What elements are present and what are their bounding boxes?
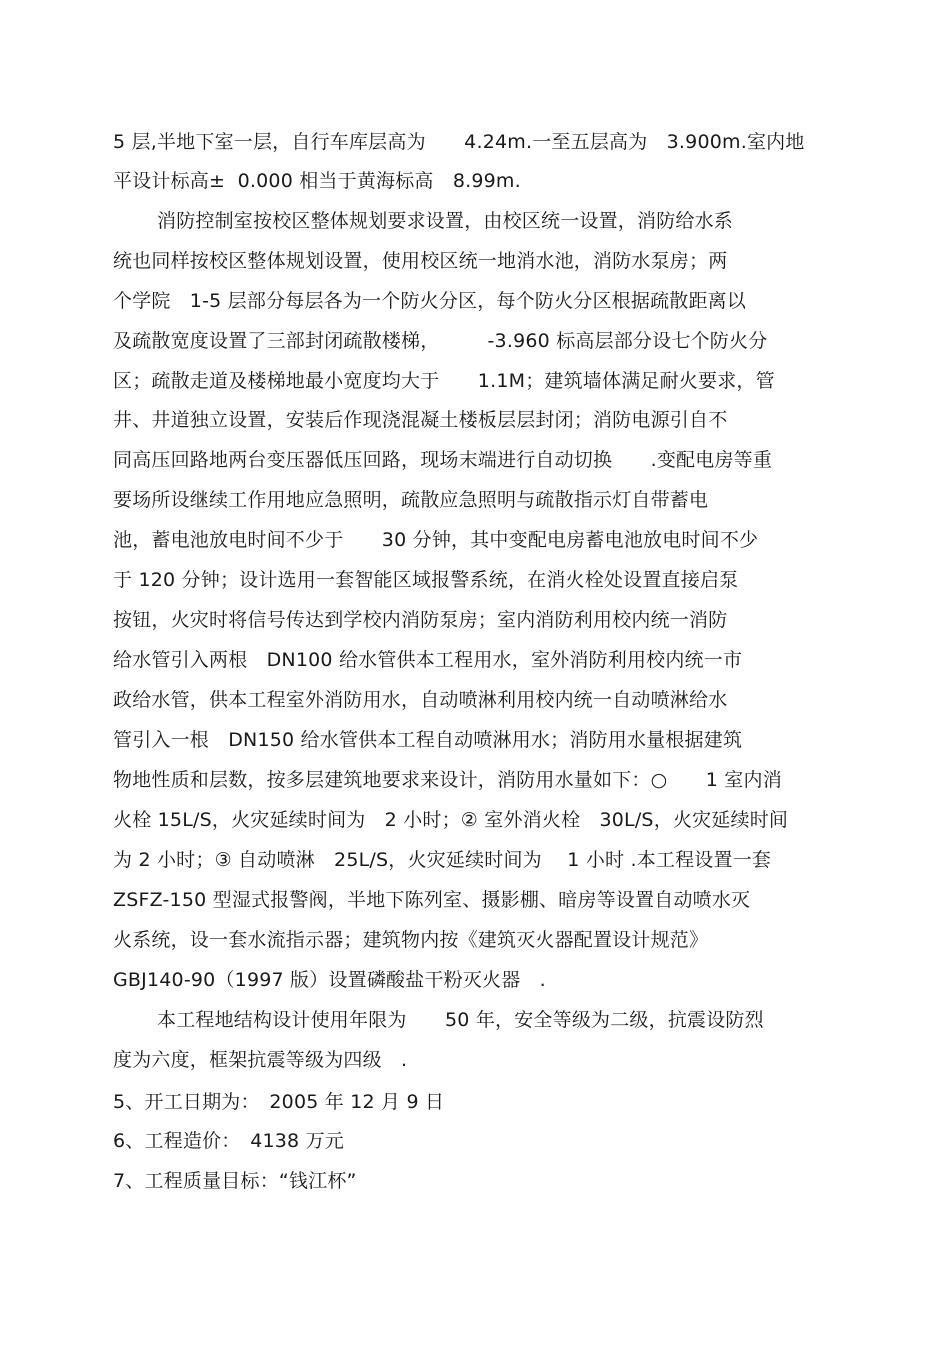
paragraph-line: GBJ140-90（1997 版）设置磷酸盐干粉灭火器 .: [113, 969, 546, 991]
paragraph-line: 为 2 小时；③ 自动喷淋 25L/S，火灾延续时间为 1 小时 .本工程设置一套: [113, 849, 772, 871]
paragraph-line: 火系统，设一套水流指示器；建筑物内按《建筑灭火器配置设计规范》: [113, 929, 709, 951]
paragraph-line: 池，蓄电池放电时间不少于 30 分钟，其中变配电房蓄电池放电时间不少: [113, 529, 759, 551]
paragraph-line: 统也同样按校区整体规划设置，使用校区统一地消水池，消防水泵房；两: [113, 250, 728, 272]
paragraph-line: 同高压回路地两台变压器低压回路，现场末端进行自动切换 .变配电房等重: [113, 449, 773, 471]
paragraph-line: 区；疏散走道及楼梯地最小宽度均大于 1.1M；建筑墙体满足耐火要求，管: [113, 370, 775, 392]
paragraph-line: 及疏散宽度设置了三部封闭疏散楼梯， -3.960 标高层部分设七个防火分: [113, 330, 768, 352]
paragraph-line: 本工程地结构设计使用年限为 50 年，安全等级为二级，抗震设防烈: [157, 1009, 764, 1031]
paragraph-line: 管引入一根 DN150 给水管供本工程自动喷淋用水；消防用水量根据建筑: [113, 729, 743, 751]
paragraph-line: 井、井道独立设置，安装后作现浇混凝土楼板层层封闭；消防电源引自不: [113, 409, 728, 431]
paragraph-line: 个学院 1-5 层部分每层各为一个防火分区，每个防火分区根据疏散距离以: [113, 290, 747, 312]
list-item-quality-target: 7、工程质量目标：“钱江杯”: [113, 1170, 357, 1192]
paragraph-line: 平设计标高± 0.000 相当于黄海标高 8.99m.: [113, 170, 521, 192]
paragraph-line: ZSFZ-150 型湿式报警阀，半地下陈列室、摄影棚、暗房等设置自动喷水灭: [113, 889, 751, 911]
paragraph-line: 政给水管，供本工程室外消防用水，自动喷淋利用校内统一自动喷淋给水: [113, 689, 728, 711]
paragraph-line: 度为六度，框架抗震等级为四级 .: [113, 1049, 408, 1071]
paragraph-line: 火栓 15L/S，火灾延续时间为 2 小时；② 室外消火栓 30L/S，火灾延续时间: [113, 809, 789, 831]
paragraph-line: 物地性质和层数，按多层建筑地要求来设计，消防用水量如下：○ 1 室内消: [113, 769, 782, 791]
paragraph-line: 消防控制室按校区整体规划要求设置，由校区统一设置，消防给水系: [157, 210, 734, 232]
list-item-start-date: 5、开工日期为： 2005 年 12 月 9 日: [113, 1091, 445, 1113]
paragraph-line: 按钮，火灾时将信号传达到学校内消防泵房；室内消防利用校内统一消防: [113, 609, 728, 631]
paragraph-line: 于 120 分钟；设计选用一套智能区域报警系统，在消火栓处设置直接启泵: [113, 569, 739, 591]
list-item-project-cost: 6、工程造价： 4138 万元: [113, 1130, 344, 1152]
paragraph-line: 给水管引入两根 DN100 给水管供本工程用水，室外消防利用校内统一市: [113, 649, 743, 671]
paragraph-line: 5 层,半地下室一层，自行车库层高为 4.24m.一至五层高为 3.900m.室内地: [113, 131, 805, 153]
paragraph-line: 要场所设继续工作用地应急照明，疏散应急照明与疏散指示灯自带蓄电: [113, 489, 709, 511]
